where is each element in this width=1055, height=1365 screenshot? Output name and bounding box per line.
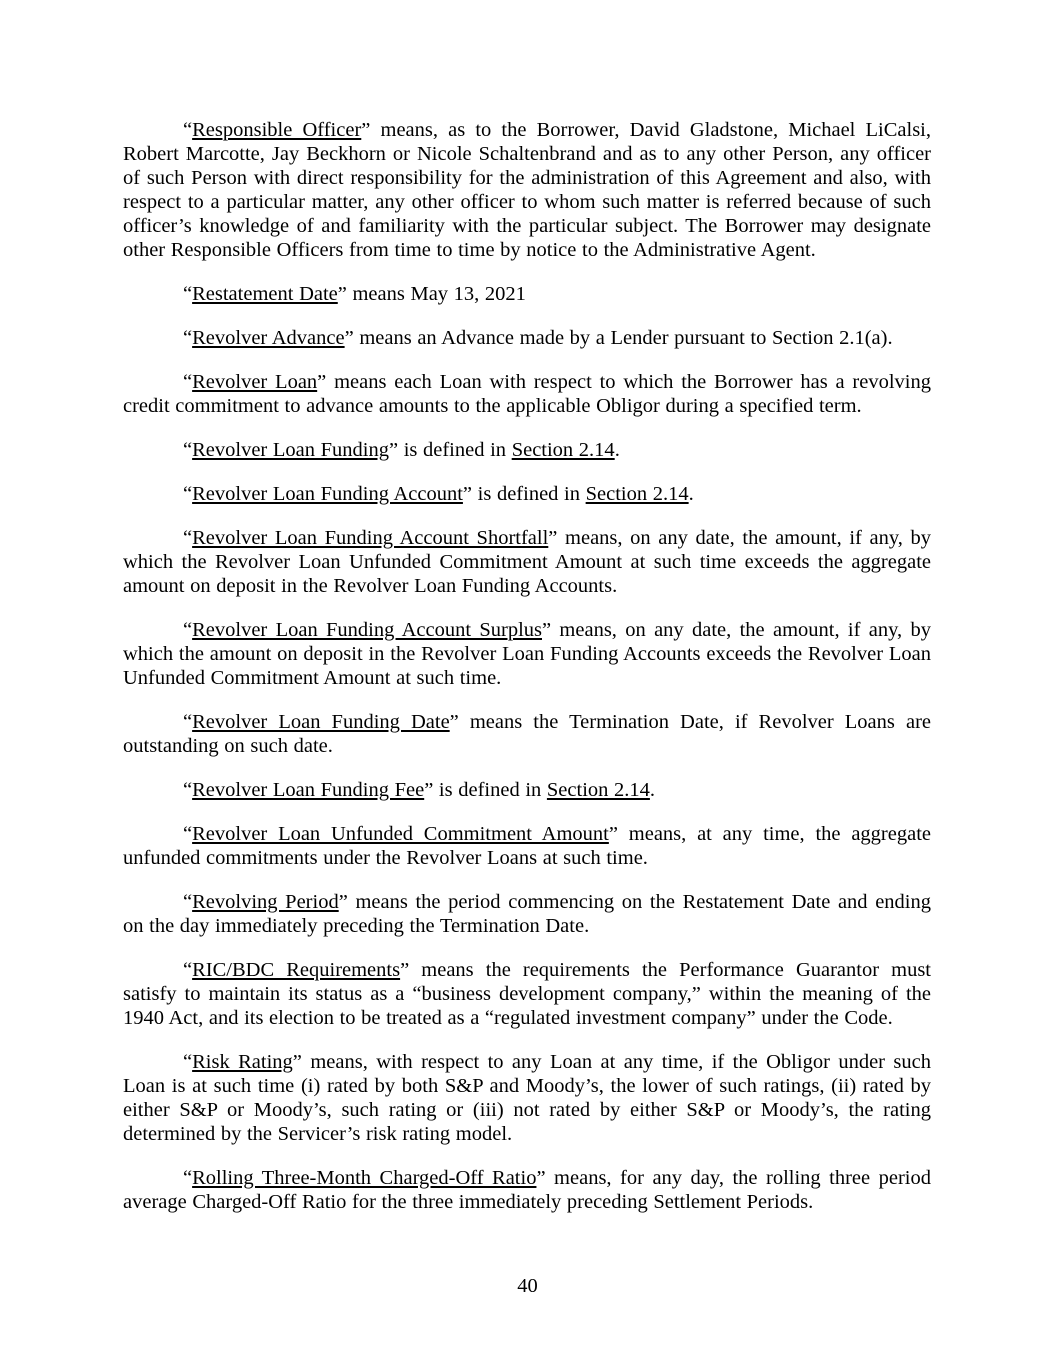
definition-term: Revolver Loan Funding [192,439,389,461]
definition-paragraph [123,822,931,870]
page-number: 40 [517,1275,538,1297]
paragraph-text: “ [183,483,193,505]
definition-term: Section 2.14 [585,483,689,505]
paragraph-text: “ [183,371,193,393]
definition-paragraph [123,890,931,938]
paragraph-text: “ [183,327,193,349]
paragraph-text: ” means May 13, 2021 [337,283,526,305]
definition-paragraph [123,526,931,598]
definition-term: Revolver Loan Unfunded Commitment Amount [192,823,609,845]
definition-paragraph [123,710,931,758]
definition-term: Revolver Loan Funding Account Shortfall [192,527,549,549]
paragraph-text: “ [183,1051,193,1073]
paragraph-text: ” is defined in [462,483,586,505]
paragraph-text: . [688,483,694,505]
definition-term: Section 2.14 [511,439,615,461]
paragraph-text: ” means, as to the Borrower, David Gladstone, Michael LiCalsi, Robert Marcotte, Jay Beckhorn or Nicole Schaltenbrand and as to any other Person, any officer of such Person with direct responsibility for the administration of this Agreement and also, with respect to a particular matter, any other officer to whom such matter is referred because of such officer’s knowledge of and familiarity with the particular subject. The Borrower may designate other Responsible Officers from time to time by notice to the Administrative Agent. [123,119,931,261]
definition-term: Revolving Period [192,891,339,913]
paragraph-text: ” means, for any day, the rolling three period average Charged-Off Ratio for the three immediately preceding Settlement Periods. [123,1167,931,1213]
paragraph-text: ” means the Termination Date, if Revolver Loans are outstanding on such date. [123,711,931,757]
document-body [123,118,931,1214]
definition-paragraph [123,370,931,418]
paragraph-text: “ [183,959,193,981]
definition-paragraph [123,958,931,1030]
definition-term: Rolling Three-Month Charged-Off Ratio [192,1167,537,1189]
definition-paragraph [123,1166,931,1214]
paragraph-text: “ [183,779,193,801]
definition-term: Revolver Loan Funding Account Surplus [192,619,542,641]
paragraph-text: ” means, on any date, the amount, if any, by which the amount on deposit in the Revolver Loan Funding Accounts exceeds the Revolver Loan Unfunded Commitment Amount at such time. [123,619,931,689]
definition-paragraph [123,118,931,262]
definition-term: Revolver Advance [192,327,345,349]
definition-paragraph [123,778,931,802]
paragraph-text: ” means, with respect to any Loan at any time, if the Obligor under such Loan is at such time (i) rated by both S&P and Moody’s, the lower of such ratings, (ii) rated by either S&P or Moody’s, such rating or (iii) not rated by either S&P or Moody’s, the rating determined by the Servicer’s risk rating model. [123,1051,931,1145]
paragraph-text: “ [183,619,193,641]
paragraph-text: . [614,439,620,461]
paragraph-text: “ [183,439,193,461]
paragraph-text: ” means an Advance made by a Lender pursuant to Section 2.1(a). [344,327,893,349]
definition-term: Risk Rating [192,1051,293,1073]
definition-paragraph [123,282,931,306]
definition-paragraph [123,438,931,462]
paragraph-text: ” means the period commencing on the Restatement Date and ending on the day immediately preceding the Termination Date. [123,891,931,937]
definition-paragraph [123,482,931,506]
definition-paragraph [123,1050,931,1146]
definition-term: Restatement Date [192,283,338,305]
definition-paragraph [123,618,931,690]
paragraph-text: ” means each Loan with respect to which the Borrower has a revolving credit commitment to advance amounts to the applicable Obligor during a specified term. [123,371,931,417]
paragraph-text: ” means, at any time, the aggregate unfunded commitments under the Revolver Loans at such time. [123,823,931,869]
definition-term: RIC/BDC Requirements [192,959,401,981]
paragraph-text: “ [183,823,193,845]
paragraph-text: “ [183,891,193,913]
paragraph-text: “ [183,527,193,549]
paragraph-text: “ [183,119,193,141]
definition-term: Revolver Loan Funding Account [192,483,463,505]
paragraph-text: ” means, on any date, the amount, if any, by which the Revolver Loan Unfunded Commitment Amount at such time exceeds the aggregate amount on deposit in the Revolver Loan Funding Accounts. [123,527,931,597]
paragraph-text: ” is defined in [388,439,512,461]
definition-term: Revolver Loan Funding Date [192,711,450,733]
paragraph-text: “ [183,711,193,733]
definition-term: Section 2.14 [546,779,650,801]
definition-paragraph [123,326,931,350]
paragraph-text: . [649,779,656,801]
definition-term: Responsible Officer [192,119,362,141]
paragraph-text: ” is defined in [424,779,547,801]
definition-term: Revolver Loan [192,371,318,393]
definition-term: Revolver Loan Funding Fee [192,779,425,801]
paragraph-text: ” means the requirements the Performance Guarantor must satisfy to maintain its status as a “business development company,” within the meaning of the 1940 Act, and its election to be treated as a “regulated investment company” under the Code. [123,959,932,1029]
paragraph-text: “ [183,283,193,305]
paragraph-text: “ [183,1167,193,1189]
